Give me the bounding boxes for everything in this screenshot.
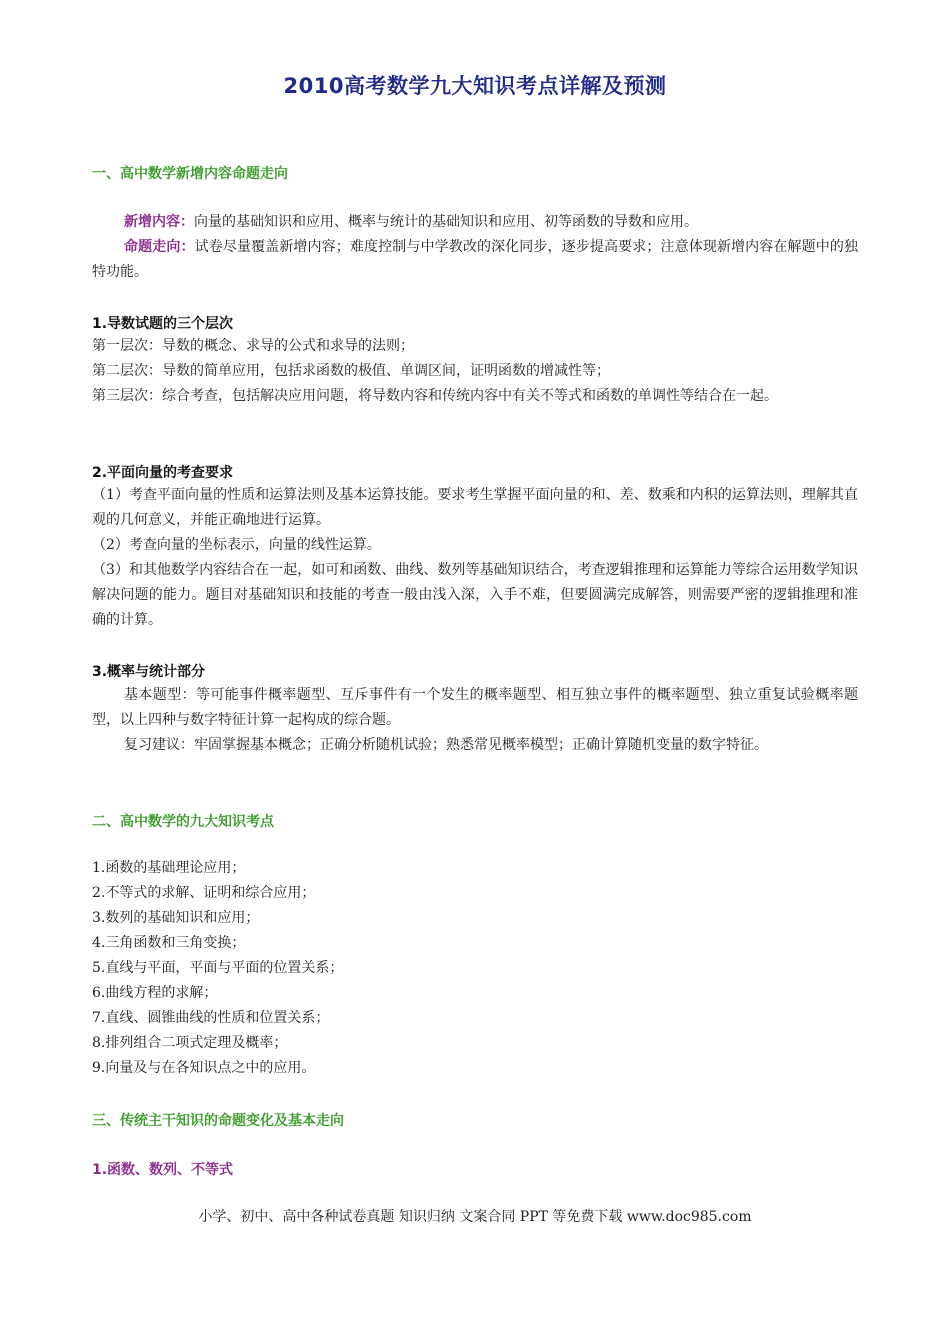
knowledge-points-list <box>92 856 343 1081</box>
sub1-heading: 1.导数试题的三个层次 <box>92 316 234 332</box>
list-item: 7.直线、圆锥曲线的性质和位置关系； <box>92 1010 330 1026</box>
list-item: 8.排列组合二项式定理及概率； <box>92 1035 288 1051</box>
sub1-line-1: 第一层次：导数的概念、求导的公式和求导的法则； <box>92 338 414 354</box>
sub2-item-2: （2）考查向量的坐标表示，向量的线性运算。 <box>92 537 381 553</box>
section3-sub-heading: 1.函数、数列、不等式 <box>92 1162 234 1178</box>
list-item: 9.向量及与在各知识点之中的应用。 <box>92 1060 316 1076</box>
sub1-line-2: 第二层次：导数的简单应用，包括求函数的极值、单调区间，证明函数的增减性等； <box>92 363 610 379</box>
document-title: 2010高考数学九大知识考点详解及预测 <box>283 74 667 98</box>
sub1-line-3: 第三层次：综合考查，包括解决应用问题，将导数内容和传统内容中有关不等式和函数的单调性等结合在一起。 <box>92 388 778 404</box>
sub3-basic: 基本题型：等可能事件概率题型、互斥事件有一个发生的概率题型、相互独立事件的概率题型、独立重复试验概率题型，以上四种与数字特征计算一起构成的综合题。 <box>92 687 858 728</box>
sub2-item-1: （1）考查平面向量的性质和运算法则及基本运算技能。要求考生掌握平面向量的和、差、数乘和内积的运算法则，理解其直观的几何意义，并能正确地进行运算。 <box>92 487 858 528</box>
page-footer: 小学、初中、高中各种试卷真题 知识归纳 文案合同 PPT 等免费下载 www.doc985.com <box>198 1209 752 1225</box>
new-content-label: 新增内容： <box>124 214 194 230</box>
new-content-text: 向量的基础知识和应用、概率与统计的基础知识和应用、初等函数的导数和应用。 <box>194 214 698 230</box>
list-item: 5.直线与平面，平面与平面的位置关系； <box>92 960 344 976</box>
list-item: 4.三角函数和三角变换； <box>92 935 246 951</box>
section3-heading: 三、传统主干知识的命题变化及基本走向 <box>92 1113 344 1129</box>
section2-heading: 二、高中数学的九大知识考点 <box>92 814 274 830</box>
direction-text: 试卷尽量覆盖新增内容；难度控制与中学教改的深化同步，逐步提高要求；注意体现新增内容在解题中的独特功能。 <box>92 239 859 280</box>
new-content-paragraph <box>92 210 858 235</box>
direction-label: 命题走向： <box>124 239 195 255</box>
list-item: 6.曲线方程的求解； <box>92 985 218 1001</box>
sub2-item-3: （3）和其他数学内容结合在一起，如可和函数、曲线、数列等基础知识结合，考查逻辑推理和运算能力等综合运用数学知识解决问题的能力。题目对基础知识和技能的考查一般由浅入深，入手不难，但要圆满完成解答，则需要严密的逻辑推理和准确的计算。 <box>92 562 858 628</box>
sub3-review: 复习建议：牢固掌握基本概念；正确分析随机试验；熟悉常见概率模型；正确计算随机变量的数字特征。 <box>124 737 768 753</box>
sub2-heading: 2.平面向量的考查要求 <box>92 465 234 481</box>
list-item: 3.数列的基础知识和应用； <box>92 910 260 926</box>
list-item: 1.函数的基础理论应用； <box>92 860 246 876</box>
list-item: 2.不等式的求解、证明和综合应用； <box>92 885 316 901</box>
direction-paragraph <box>92 235 858 285</box>
sub3-heading: 3.概率与统计部分 <box>92 664 206 680</box>
section1-heading: 一、高中数学新增内容命题走向 <box>92 166 288 182</box>
